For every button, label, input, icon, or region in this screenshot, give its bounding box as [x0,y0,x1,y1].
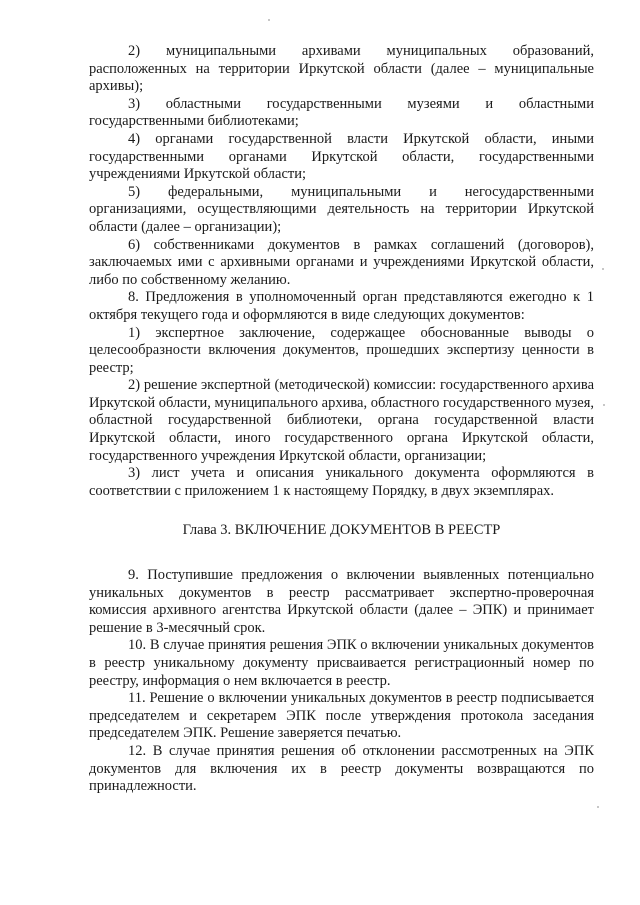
clause-8: 8. Предложения в уполномоченный орган представляются ежегодно к 1 октября текущего года и оформляются в виде следующих документов: [89,289,594,323]
clause-9: 9. Поступившие предложения о включении выявленных потенциально уникальных документов в реестр рассматривает экспертно-проверочная комиссия архивного агентства Иркутской области (далее – ЭПК) и принимает решение в 3-месячный срок. [89,567,594,636]
list-item-museums-libraries: 3) областными государственными музеями и областными государственными библиотеками; [89,95,594,130]
scan-speck [268,19,270,21]
clause-8-item-3: 3) лист учета и описания уникального документа оформляются в соответствии с приложением 1 к настоящему Порядку, в двух экземплярах. [89,465,594,499]
document-body-top [89,43,594,500]
scan-speck [602,268,604,270]
document-body-bottom [89,567,594,796]
list-item-municipal-archives: 2) муниципальными архивами муниципальных образований, расположенных на территории Иркутской области (далее – муниципальные архивы); [89,43,594,95]
clause-8-item-1: 1) экспертное заключение, содержащее обоснованные выводы о целесообразности включения документов, прошедших экспертизу ценности в реестр; [89,324,594,376]
clause-11: 11. Решение о включении уникальных документов в реестр подписывается председателем и секретарем ЭПК после утверждения протокола заседания председателем ЭПК. Решение заверяется печатью. [89,690,594,742]
clause-12: 12. В случае принятия решения об отклонении рассмотренных на ЭПК документов для включения их в реестр документы возвращаются по принадлежности. [89,742,594,795]
chapter-heading: Глава 3. ВКЛЮЧЕНИЕ ДОКУМЕНТОВ В РЕЕСТР [182,522,501,539]
list-item-organizations: 5) федеральными, муниципальными и негосударственными организациями, осуществляющими деятельность на территории Иркутской области (далее – организации); [89,183,594,235]
scan-speck [597,806,599,808]
clause-10: 10. В случае принятия решения ЭПК о включении уникальных документов в реестр уникальному документу присваивается регистрационный номер по реестру, информация о нем включается в реестр. [89,637,594,689]
clause-8-item-2: 2) решение экспертной (методической) комиссии: государственного архива Иркутской области, муниципального архива, областного государственного музея, областной государственной библиотеки, органа государственной власти Иркутской области, иного государственного органа Иркутской области, государственного учреждения Иркутской области, организации; [89,377,594,464]
list-item-government-bodies: 4) органами государственной власти Иркутской области, иными государственными органами Иркутской области, государственными учреждениями Иркутской области; [89,130,594,183]
scan-speck [603,404,605,406]
list-item-document-owners: 6) собственниками документов в рамках соглашений (договоров), заключаемых ими с архивными органами и учреждениями Иркутской области, либо по собственному желанию. [89,236,594,288]
